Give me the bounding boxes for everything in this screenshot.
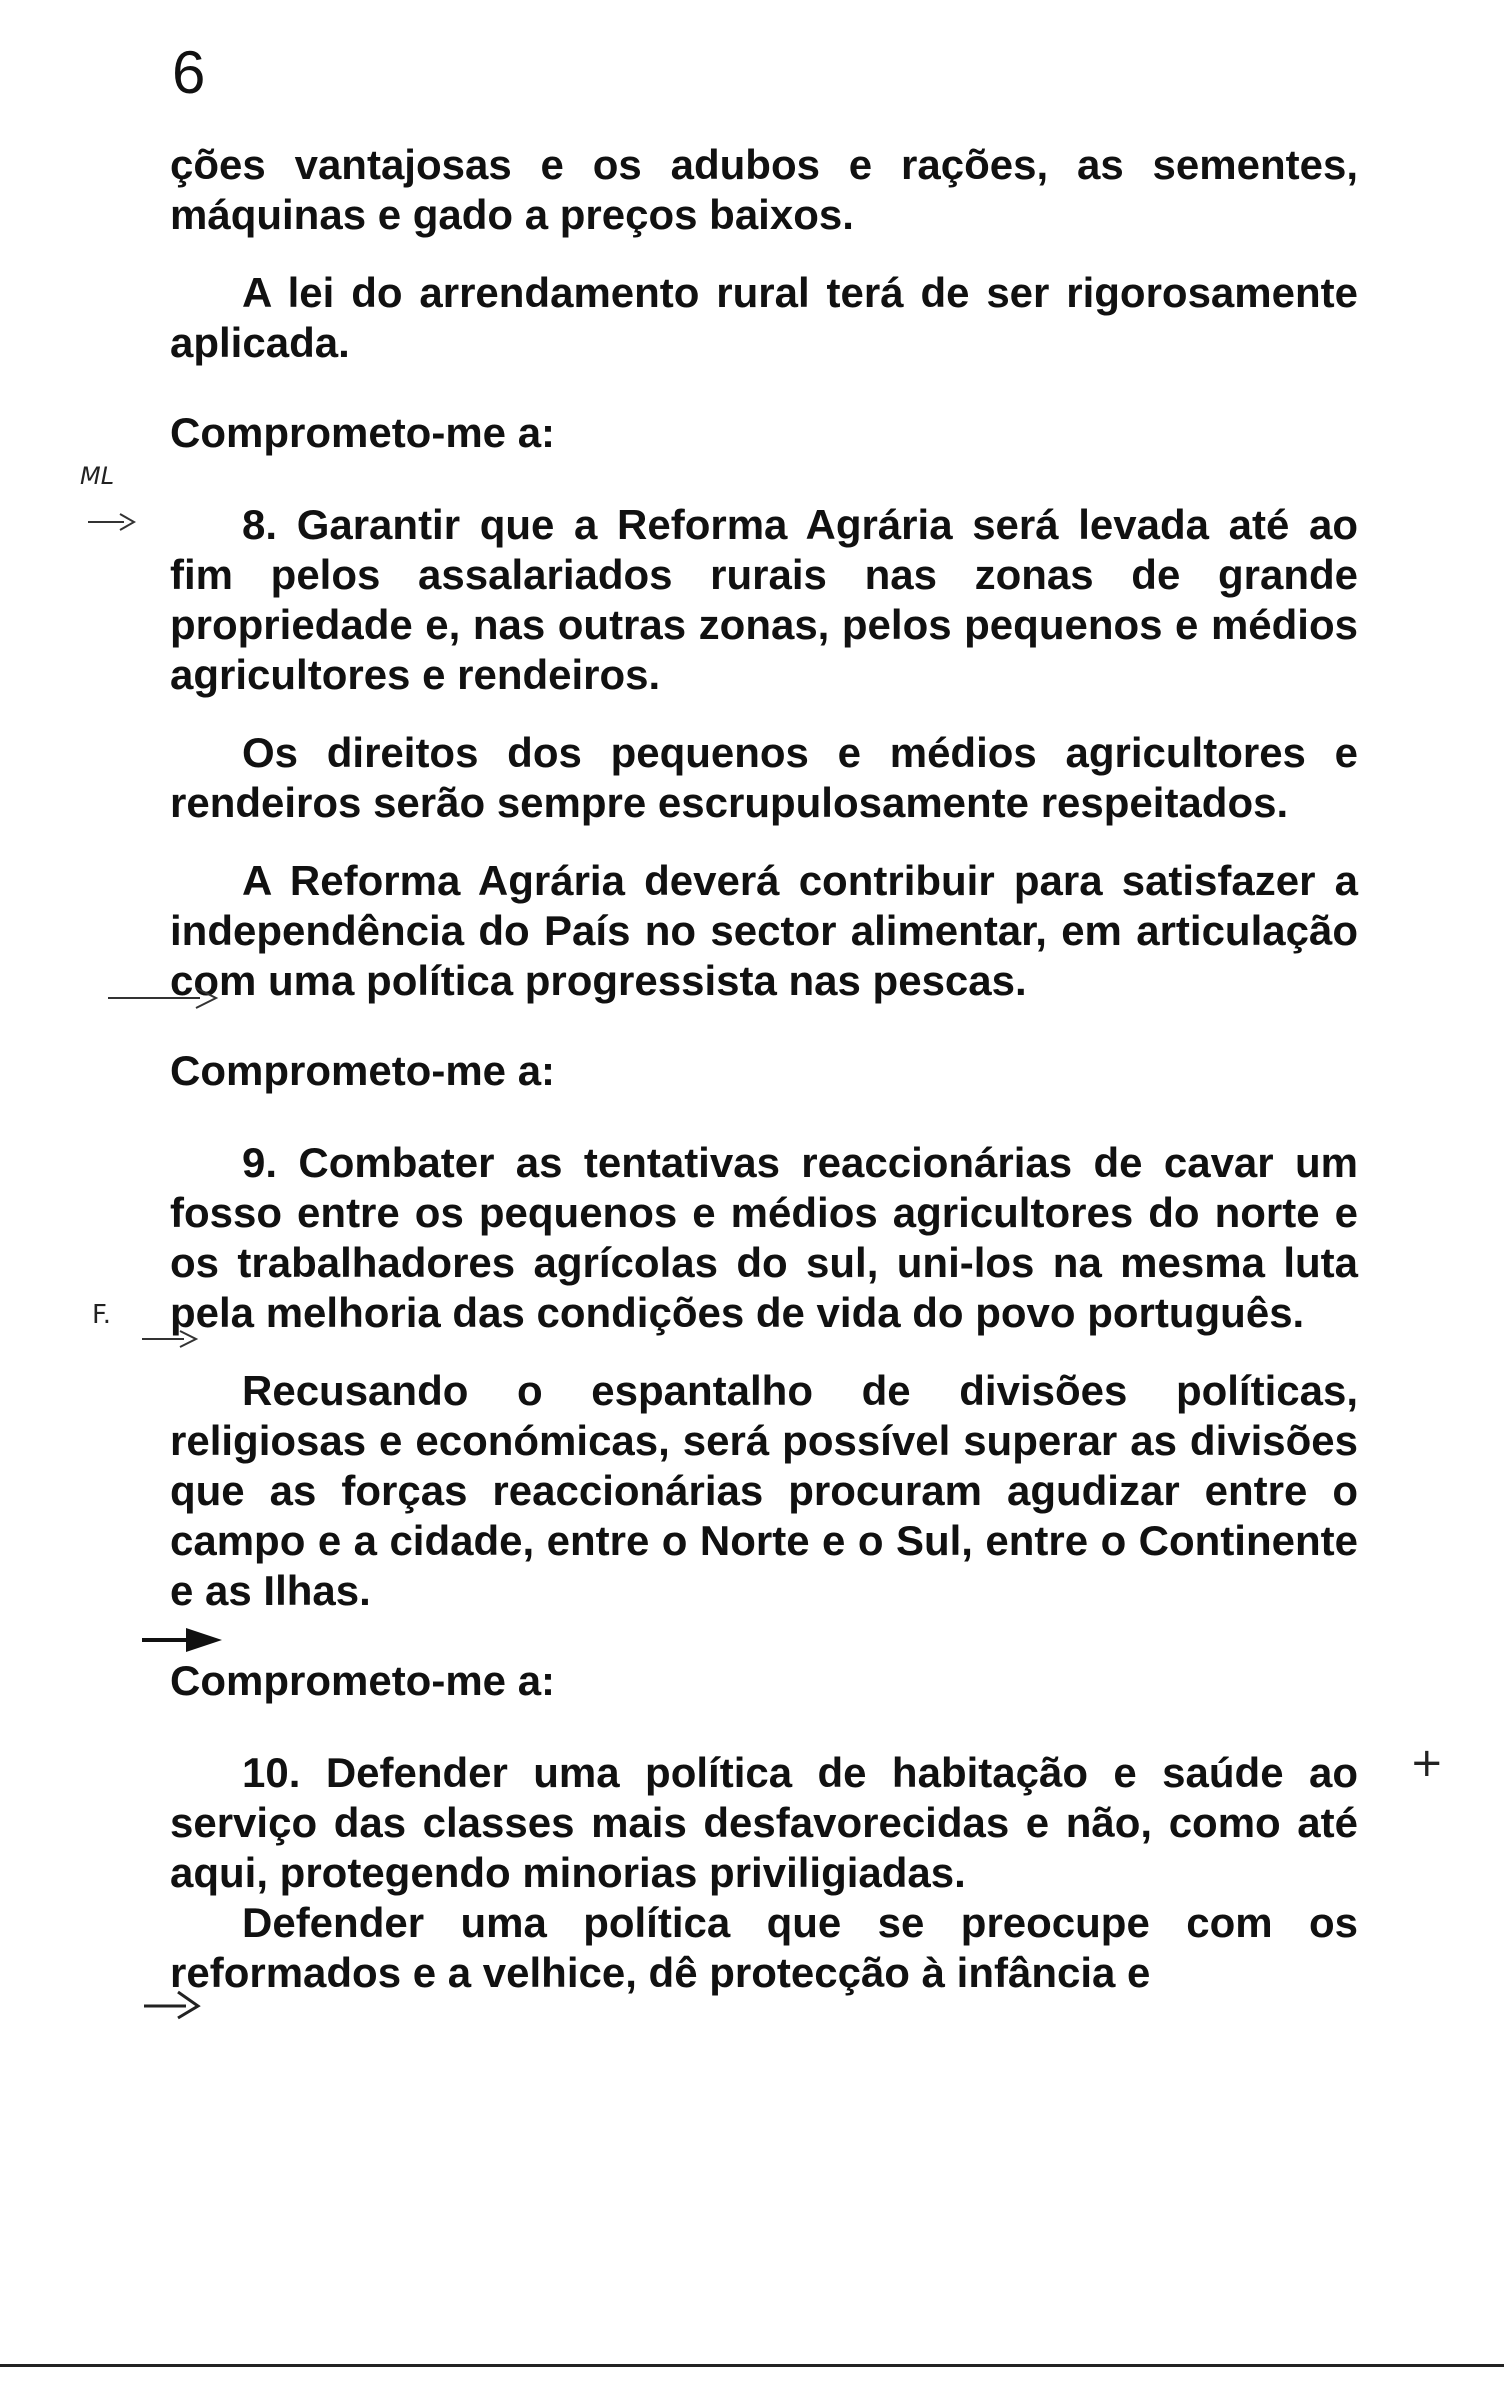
handwritten-arrow-icon	[138, 1324, 208, 1359]
bold-arrow-mark-icon	[138, 1622, 228, 1658]
handwritten-arrow-icon	[140, 1984, 210, 2029]
handwritten-margin-mark: F.	[92, 1300, 112, 1330]
paragraph-rights	[170, 728, 1358, 828]
handwritten-arrow-icon	[84, 508, 144, 541]
handwritten-arrow-icon	[138, 1622, 228, 1663]
section-heading: Comprometo-me a:	[170, 1657, 556, 1704]
numbered-item-8	[170, 500, 1358, 700]
arrow-mark-icon	[138, 1324, 208, 1354]
item-number: 8.	[242, 501, 278, 548]
arrow-mark-icon	[104, 982, 224, 1014]
paragraph-elderly	[170, 1898, 1358, 1998]
handwritten-right-mark: +	[1410, 1740, 1444, 1786]
handwritten-arrow-icon	[104, 982, 224, 1019]
paragraph-text: A Reforma Agrária deverá contribuir para satisfazer a independência do País no sector alimentar, em articulação com uma política progressista nas pescas.	[170, 857, 1358, 1004]
item-text: Garantir que a Reforma Agrária será levada até ao fim pelos assalariados rurais nas zonas de grande propriedade e, nas outras zonas, pelos pequenos e médios agricultores e rendeiros.	[170, 501, 1359, 698]
paragraph-lease-law	[170, 268, 1358, 368]
paragraph-text: ções vantajosas e os adubos e rações, as sementes, máquinas e gado a preços baixos.	[170, 141, 1358, 238]
item-number: 9.	[242, 1139, 278, 1186]
paragraph-independence	[170, 856, 1358, 1006]
arrow-mark-icon	[140, 1984, 210, 2024]
paragraph-divisions	[170, 1366, 1358, 1616]
section-heading: Comprometo-me a:	[170, 1047, 556, 1094]
paragraph-text: Defender uma política que se preocupe com os reformados e a velhice, dê protecção à infância e	[170, 1899, 1358, 1996]
numbered-item-9	[170, 1138, 1358, 1338]
item-text: Defender uma política de habitação e saúde ao serviço das classes mais desfavorecidas e não, como até aqui, protegendo minorias priviligiadas.	[170, 1749, 1358, 1896]
arrow-mark-icon	[84, 508, 144, 536]
bottom-rule	[0, 2364, 1504, 2367]
numbered-item-10	[170, 1748, 1358, 1898]
section-heading: Comprometo-me a:	[170, 409, 556, 456]
paragraph-text: Recusando o espantalho de divisões políticas, religiosas e económicas, será possível superar as divisões que as forças reaccionárias procuram agudizar entre o campo e a cidade, entre o Norte e o Sul, entre o Continente e as Ilhas.	[170, 1367, 1358, 1614]
page-number: 6	[172, 39, 206, 106]
item-number: 10.	[242, 1749, 301, 1796]
paragraph-continuation	[170, 140, 1358, 240]
handwritten-initials: ML	[80, 462, 115, 490]
paragraph-text: Os direitos dos pequenos e médios agricultores e rendeiros serão sempre escrupulosamente respeitados.	[170, 729, 1358, 826]
document-body	[170, 140, 1358, 2026]
paragraph-text: A lei do arrendamento rural terá de ser rigorosamente aplicada.	[170, 269, 1358, 366]
item-text: Combater as tentativas reaccionárias de cavar um fosso entre os pequenos e médios agricultores do norte e os trabalhadores agrícolas do sul, uni-los na mesma luta pela melhoria das condições de vida do povo português.	[170, 1139, 1358, 1336]
